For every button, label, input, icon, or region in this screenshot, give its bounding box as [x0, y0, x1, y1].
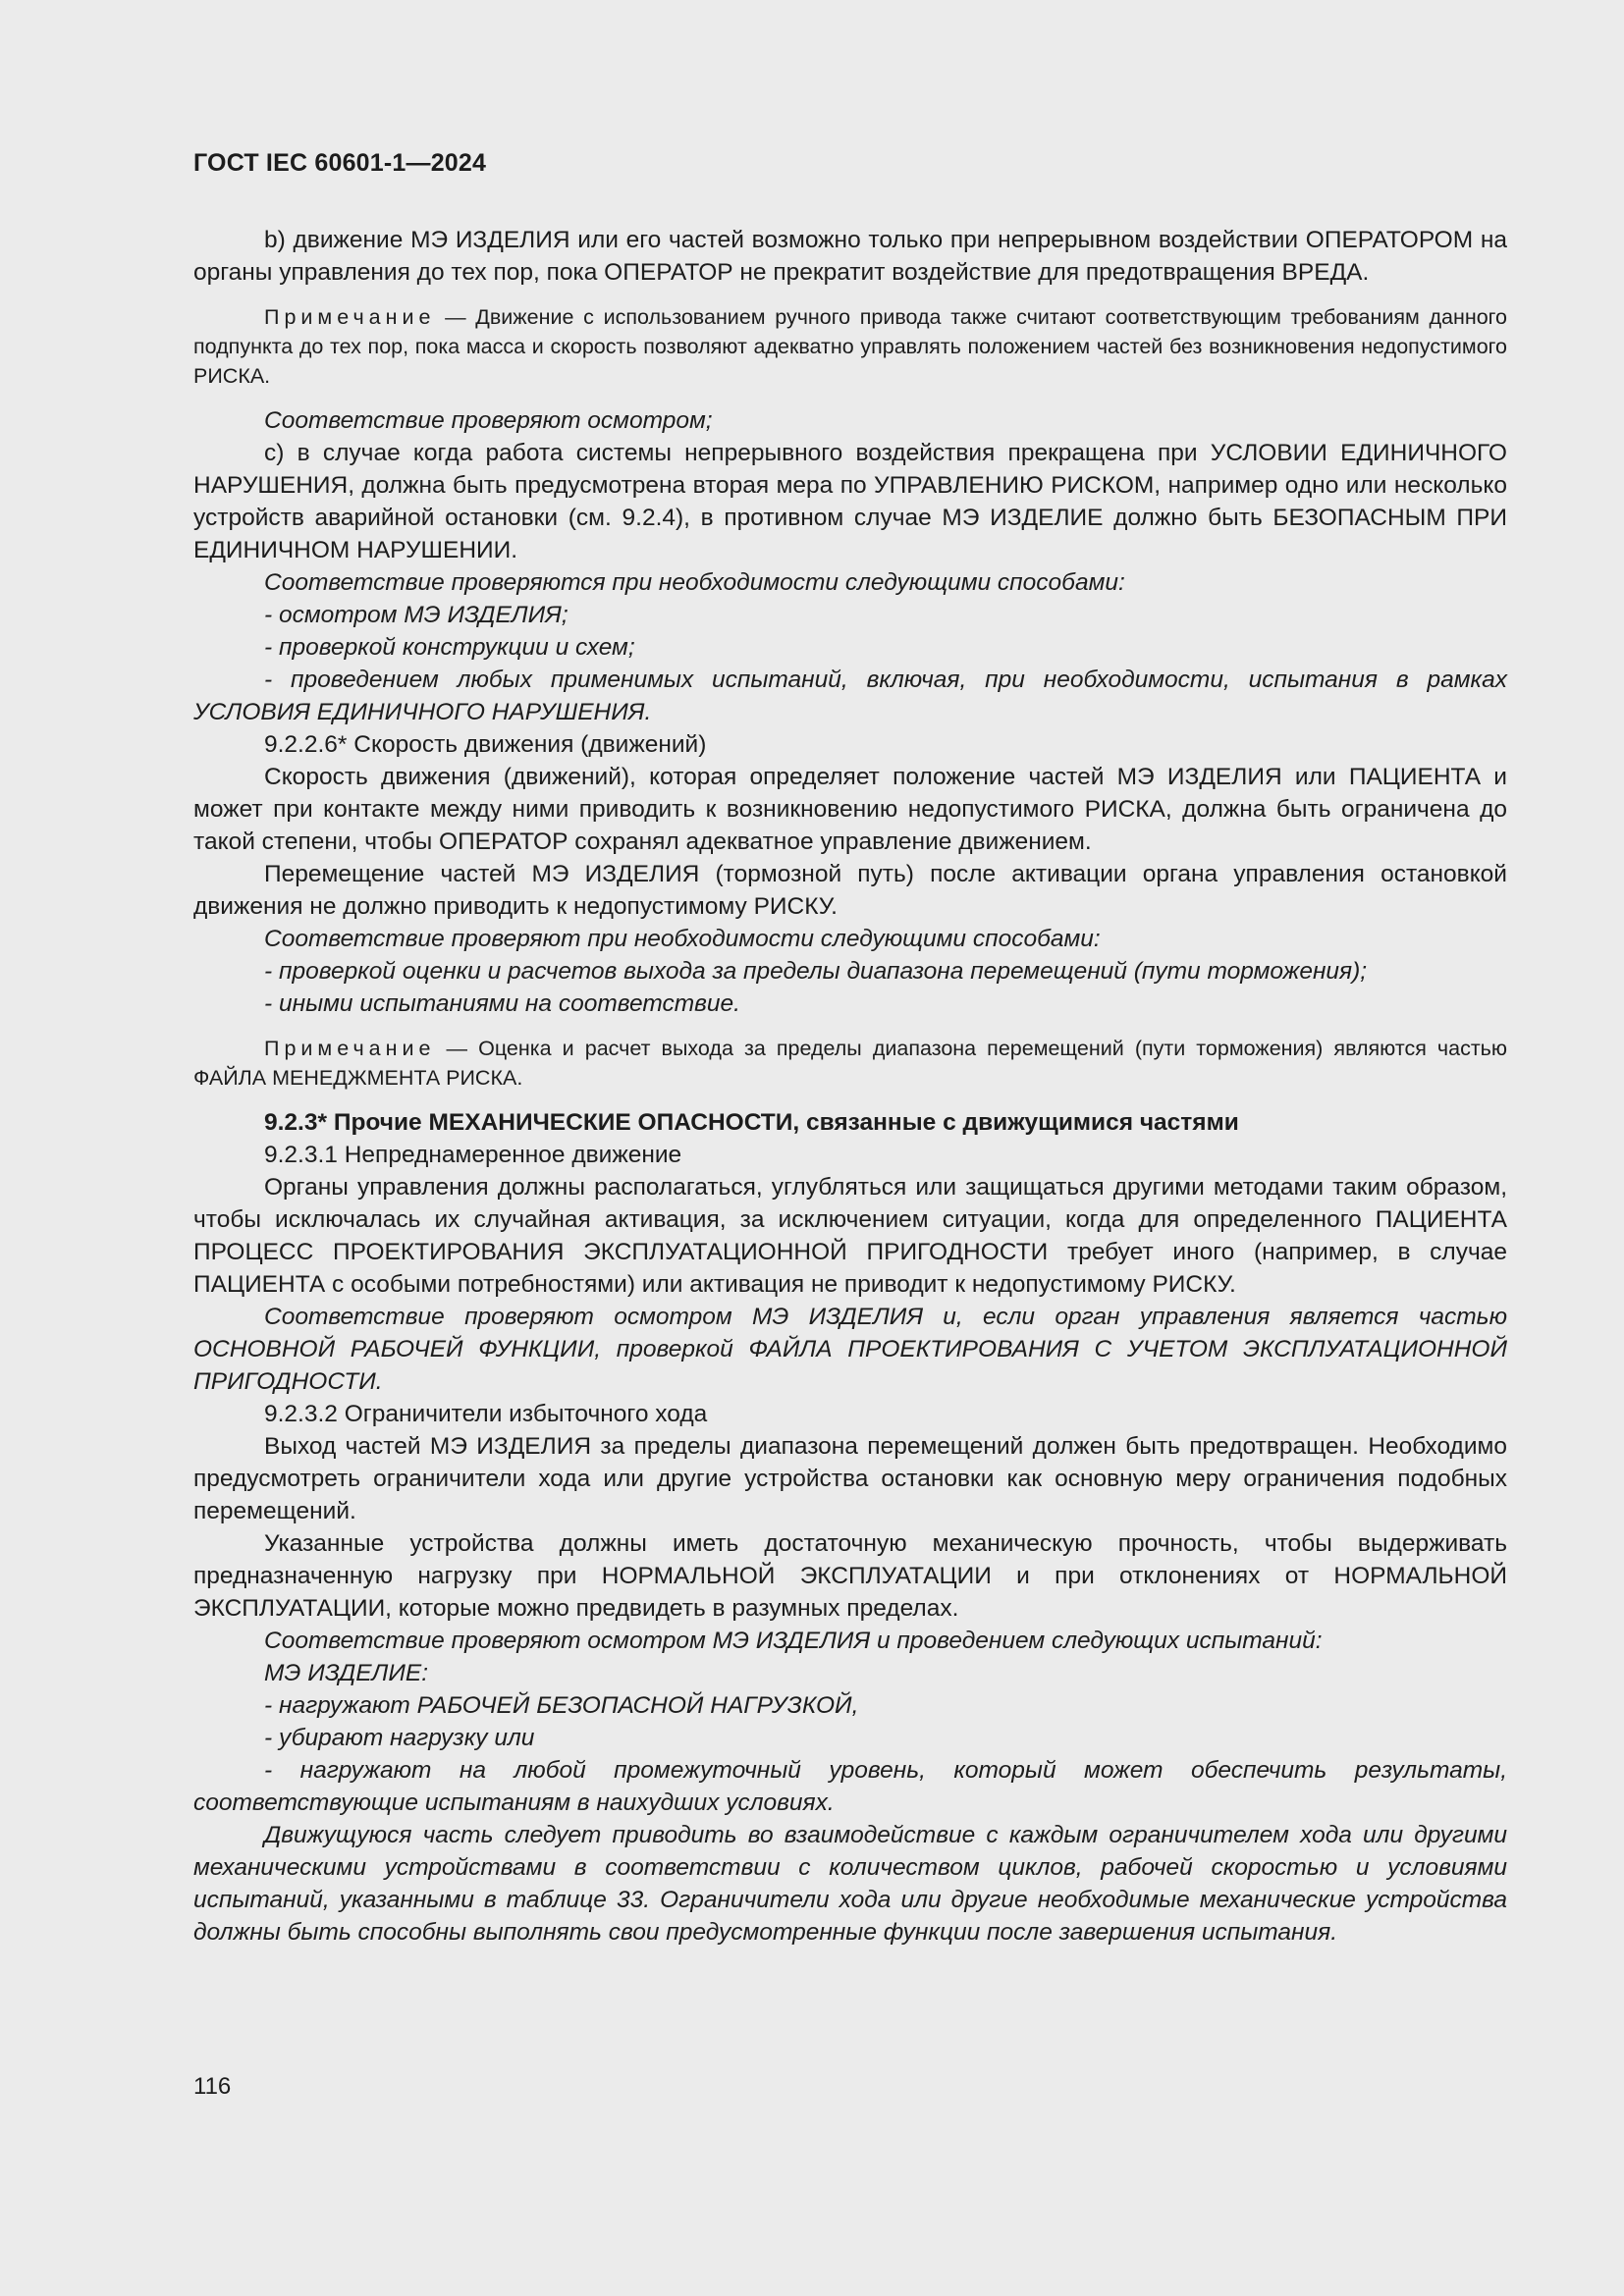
body-paragraph: Перемещение частей МЭ ИЗДЕЛИЯ (тормозной путь) после активации органа управления остановкой движения не должно приводить к недопустимому РИСКУ.: [193, 861, 1507, 920]
page-header: ГОСТ IEC 60601-1—2024: [193, 149, 487, 177]
compliance-paragraph: - осмотром МЭ ИЗДЕЛИЯ;: [264, 602, 568, 628]
body-paragraph: Скорость движения (движений), которая определяет положение частей МЭ ИЗДЕЛИЯ или ПАЦИЕНТА и может при контакте между ними приводить к возникновению недопустимого РИСКА, должна быть ограничена до такой степени, чтобы ОПЕРАТОР сохранял адекватное управление движением.: [193, 764, 1507, 855]
page-number: 116: [193, 2073, 232, 2100]
body-paragraph: 9.2.3.1 Непреднамеренное движение: [264, 1142, 682, 1168]
compliance-paragraph: Движущуюся часть следует приводить во взаимодействие с каждым ограничителем хода или другими механическими устройствами в соответствии с количеством циклов, рабочей скоростью и условиями испытаний, указанными в таблице 33. Ограничители хода или другие необходимые механические устройства должны быть способны выполнять свои предусмотренные функции после завершения испытания.: [193, 1822, 1507, 1946]
compliance-paragraph: Соответствие проверяют при необходимости следующими способами:: [264, 926, 1101, 952]
body-paragraph: Указанные устройства должны иметь достаточную механическую прочность, чтобы выдерживать предназначенную нагрузку при НОРМАЛЬНОЙ ЭКСПЛУАТАЦИИ и при отклонениях от НОРМАЛЬНОЙ ЭКСПЛУАТАЦИИ, которые можно предвидеть в разумных пределах.: [193, 1530, 1507, 1622]
compliance-paragraph: Соответствие проверяют осмотром МЭ ИЗДЕЛИЯ и, если орган управления является частью ОСНОВНОЙ РАБОЧЕЙ ФУНКЦИИ, проверкой ФАЙЛА ПРОЕКТИРОВАНИЯ С УЧЕТОМ ЭКСПЛУАТАЦИОННОЙ ПРИГОДНОСТИ.: [193, 1304, 1507, 1395]
compliance-paragraph: - нагружают на любой промежуточный уровень, который может обеспечить результаты, соответствующие испытаниям в наихудших условиях.: [193, 1757, 1507, 1816]
body-paragraph: 9.2.3.2 Ограничители избыточного хода: [264, 1401, 708, 1427]
body-paragraph: Органы управления должны располагаться, углубляться или защищаться другими методами таким образом, чтобы исключалась их случайная активация, за исключением ситуации, когда для определенного ПАЦИЕНТА ПРОЦЕСС ПРОЕКТИРОВАНИЯ ЭКСПЛУАТАЦИОННОЙ ПРИГОДНОСТИ требует иного (например, в случае ПАЦИЕНТА с особыми потребностями) или активация не приводит к недопустимому РИСКУ.: [193, 1174, 1507, 1298]
body-paragraph: c) в случае когда работа системы непрерывного воздействия прекращена при УСЛОВИИ ЕДИНИЧНОГО НАРУШЕНИЯ, должна быть предусмотрена вторая мера по УПРАВЛЕНИЮ РИСКОМ, например одно или несколько устройств аварийной остановки (см. 9.2.4), в противном случае МЭ ИЗДЕЛИЕ должно быть БЕЗОПАСНЫМ ПРИ ЕДИНИЧНОМ НАРУШЕНИИ.: [193, 440, 1507, 563]
compliance-paragraph: - проверкой конструкции и схем;: [264, 634, 635, 661]
note-text: — Движение с использованием ручного привода также считают соответствующим требованиям данного подпункта до тех пор, пока масса и скорость позволяют адекватно управлять положением частей без возникновения недопустимого РИСКА.: [193, 305, 1507, 388]
compliance-paragraph: - иными испытаниями на соответствие.: [264, 990, 740, 1017]
note-text: — Оценка и расчет выхода за пределы диапазона перемещений (пути торможения) являются частью ФАЙЛА МЕНЕДЖМЕНТА РИСКА.: [193, 1037, 1507, 1090]
compliance-paragraph: Соответствие проверяются при необходимости следующими способами:: [264, 569, 1125, 596]
note-paragraph: [193, 1034, 1507, 1093]
body-paragraph: Выход частей МЭ ИЗДЕЛИЯ за пределы диапазона перемещений должен быть предотвращен. Необходимо предусмотреть ограничители хода или другие устройства остановки как основную меру ограничения подобных перемещений.: [193, 1433, 1507, 1524]
document-body: [193, 224, 1507, 1949]
compliance-paragraph: - проведением любых применимых испытаний, включая, при необходимости, испытания в рамках УСЛОВИЯ ЕДИНИЧНОГО НАРУШЕНИЯ.: [193, 667, 1507, 725]
compliance-paragraph: МЭ ИЗДЕЛИЕ:: [264, 1660, 429, 1686]
body-paragraph: b) движение МЭ ИЗДЕЛИЯ или его частей возможно только при непрерывном воздействии ОПЕРАТОРОМ на органы управления до тех пор, пока ОПЕРАТОР не прекратит воздействие для предотвращения ВРЕДА.: [193, 227, 1507, 286]
compliance-paragraph: - нагружают РАБОЧЕЙ БЕЗОПАСНОЙ НАГРУЗКОЙ,: [264, 1692, 859, 1719]
section-heading: 9.2.3* Прочие МЕХАНИЧЕСКИЕ ОПАСНОСТИ, связанные с движущимися частями: [264, 1109, 1239, 1136]
body-paragraph: 9.2.2.6* Скорость движения (движений): [264, 731, 707, 758]
note-label: Примечание: [264, 1037, 436, 1060]
note-label: Примечание: [264, 305, 436, 329]
compliance-paragraph: Соответствие проверяют осмотром;: [264, 407, 713, 434]
compliance-paragraph: - проверкой оценки и расчетов выхода за пределы диапазона перемещений (пути торможения);: [264, 958, 1368, 985]
note-paragraph: [193, 302, 1507, 391]
compliance-paragraph: - убирают нагрузку или: [264, 1725, 535, 1751]
compliance-paragraph: Соответствие проверяют осмотром МЭ ИЗДЕЛИЯ и проведением следующих испытаний:: [264, 1628, 1323, 1654]
